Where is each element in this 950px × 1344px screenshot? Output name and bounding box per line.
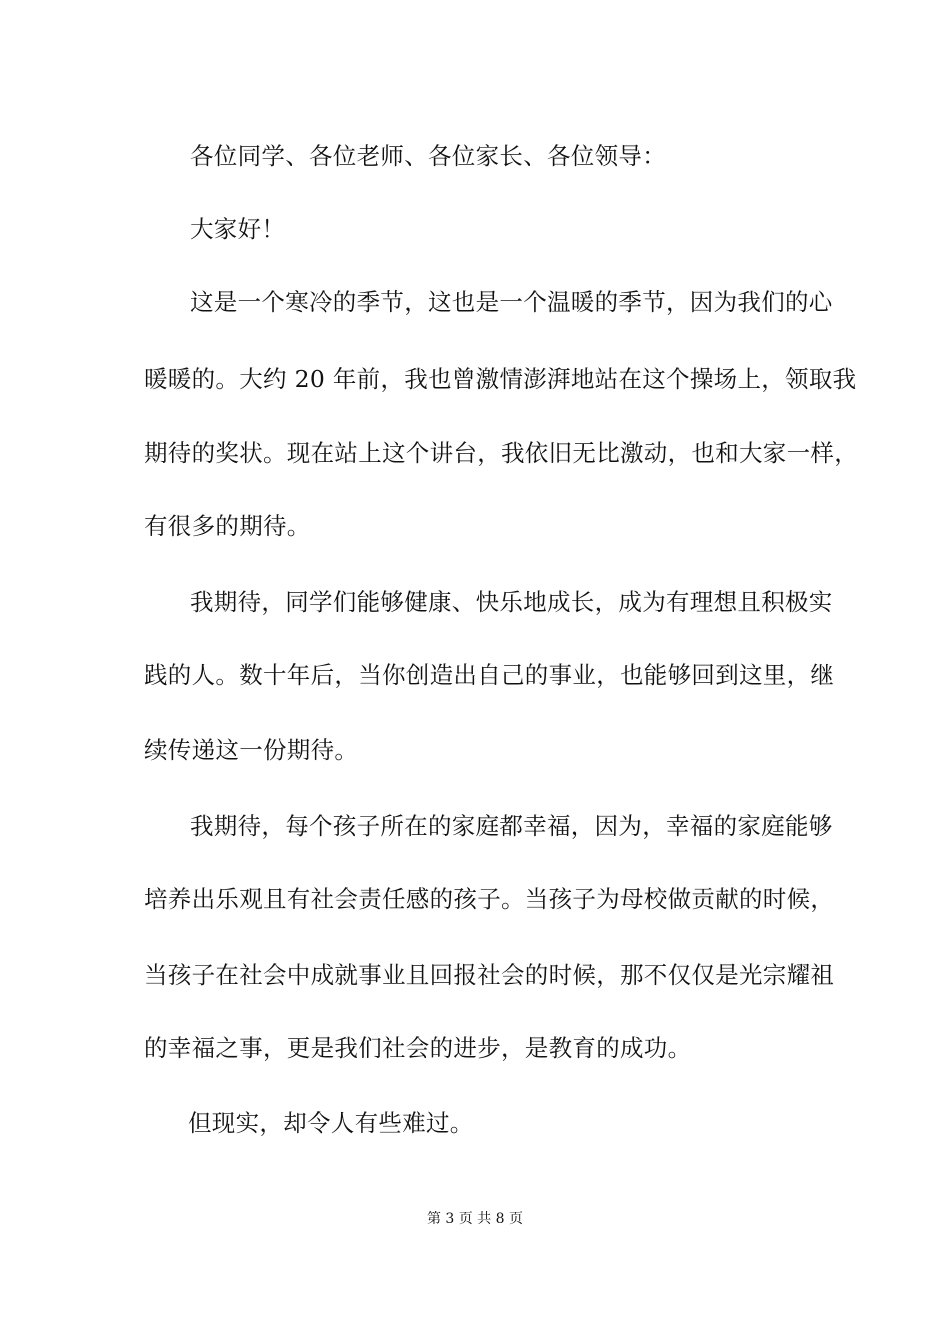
salutation-line: 各位同学、各位老师、各位家长、各位领导： <box>190 142 666 170</box>
paragraph-2-line-1: 我期待，同学们能够健康、快乐地成长，成为有理想且积极实 <box>190 588 833 616</box>
page-footer <box>0 1210 950 1228</box>
paragraph-3-line-4: 的幸福之事，更是我们社会的进步，是教育的成功。 <box>144 1034 692 1062</box>
paragraph-3-line-1: 我期待，每个孩子所在的家庭都幸福，因为，幸福的家庭能够 <box>190 812 833 840</box>
paragraph-3-line-3: 当孩子在社会中成就事业且回报社会的时候，那不仅仅是光宗耀祖 <box>144 961 835 989</box>
paragraph-2-line-3: 续传递这一份期待。 <box>144 736 359 764</box>
paragraph-3-line-2: 培养出乐观且有社会责任感的孩子。当孩子为母校做贡献的时候， <box>144 885 835 913</box>
greeting-line: 大家好！ <box>190 215 286 243</box>
paragraph-1-line-3: 期待的奖状。现在站上这个讲台，我依旧无比激动，也和大家一样， <box>144 439 858 467</box>
paragraph-1-line-4: 有很多的期待。 <box>144 512 311 540</box>
paragraph-1-line-2: 暖暖的。大约 20 年前，我也曾激情澎湃地站在这个操场上，领取我 <box>144 365 857 393</box>
paragraph-4-line-1: 但现实，却令人有些难过。 <box>188 1109 474 1137</box>
paragraph-1-line-1: 这是一个寒冷的季节，这也是一个温暖的季节，因为我们的心 <box>190 288 833 316</box>
paragraph-2-line-2: 践的人。数十年后，当你创造出自己的事业，也能够回到这里，继 <box>144 661 835 689</box>
page-number: 第 3 页 共 8 页 <box>426 1211 524 1227</box>
